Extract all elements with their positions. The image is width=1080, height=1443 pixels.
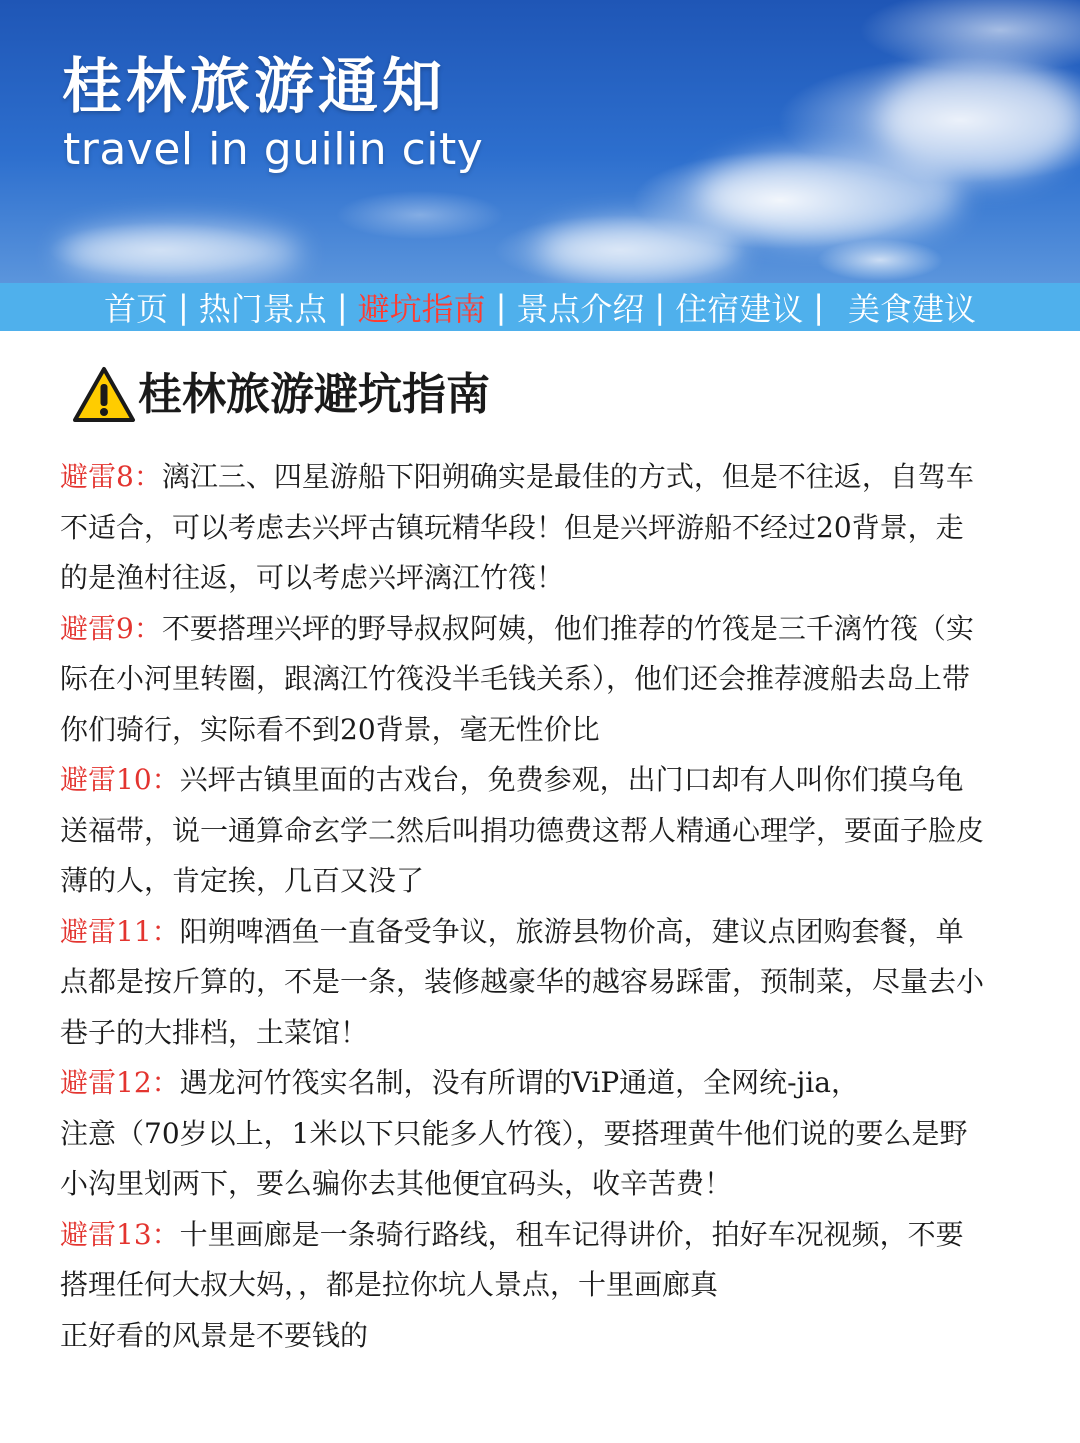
tip-text: 正好看的风景是不要钱的 xyxy=(60,1318,369,1352)
tip-text: 注意（70岁以上，1米以下只能多人竹筏），要搭理黄牛他们说的要么是野 xyxy=(60,1116,968,1150)
nav-separator: | xyxy=(178,288,189,326)
tip-text: 阳朔啤酒鱼一直备受争议，旅游县物价高，建议点团购套餐，单 xyxy=(179,914,964,948)
nav-item-pitfall-guide[interactable]: 避坑指南 xyxy=(357,290,486,328)
tip-item xyxy=(60,452,1020,604)
tip-text: 搭理任何大叔大妈，，都是拉你坑人景点，十里画廊真 xyxy=(60,1268,719,1301)
tip-text: 的是渔村往返，可以考虑兴坪漓江竹筏！ xyxy=(60,561,565,594)
section-heading xyxy=(72,364,490,426)
tip-text: 际在小河里转圈，跟漓江竹筏没半毛钱关系），他们还会推荐渡船去岛上带 xyxy=(60,662,971,695)
tip-label: 避雷10： xyxy=(60,763,180,796)
nav-separator: | xyxy=(495,288,507,326)
nav-separator: | xyxy=(813,288,824,326)
nav-separator: | xyxy=(654,288,666,326)
tip-label: 避雷11： xyxy=(60,914,180,948)
nav-item-hot-spots[interactable]: 热门景点 xyxy=(198,290,327,328)
tip-text: 点都是按斤算的，不是一条，装修越豪华的越容易踩雷，预制菜，尽量去小 xyxy=(60,965,985,998)
cloud-shape xyxy=(880,60,1080,180)
tip-item xyxy=(60,755,1020,907)
nav-item-attractions[interactable]: 景点介绍 xyxy=(516,290,645,328)
tip-label: 避雷13： xyxy=(60,1217,180,1251)
tip-text: 漓江三、四星游船下阳朔确实是最佳的方式，但是不往返，自驾车 xyxy=(161,460,974,493)
nav-item-lodging[interactable]: 住宿建议 xyxy=(675,290,804,328)
tip-text: 送福带，说一通算命玄学二然后叫捐功德费这帮人精通心理学，要面子脸皮 xyxy=(60,813,985,847)
nav-item-home[interactable]: 首页 xyxy=(104,290,169,328)
tip-item xyxy=(60,1058,1020,1210)
tip-text: 薄的人，肯定挨，几百又没了 xyxy=(60,864,425,897)
warning-icon xyxy=(72,366,136,424)
tip-text: 遇龙河竹筏实名制，没有所谓的ViP通道，全网统-jia， xyxy=(179,1066,859,1099)
section-title: 桂林旅游避坑指南 xyxy=(138,369,490,420)
tip-item xyxy=(60,1210,1020,1362)
top-nav xyxy=(0,283,1080,331)
tip-item xyxy=(60,907,1020,1059)
tip-text: 不要搭理兴坪的野导叔叔阿姨，他们推荐的竹筏是三千漓竹筏（实 xyxy=(161,611,974,645)
cloud-shape xyxy=(60,225,300,280)
cloud-shape xyxy=(540,220,740,280)
page-title: 桂林旅游通知 xyxy=(62,52,446,122)
page-subtitle: travel in guilin city xyxy=(63,124,484,175)
tip-text: 巷子的大排档，土菜馆！ xyxy=(60,1015,369,1049)
tip-text: 小沟里划两下，要么骗你去其他便宜码头，收辛苦费！ xyxy=(60,1167,733,1200)
hero-banner xyxy=(0,0,1080,283)
tip-label: 避雷12： xyxy=(60,1066,180,1099)
nav-separator: | xyxy=(336,288,348,326)
tip-text: 不适合，可以考虑去兴坪古镇玩精华段！但是兴坪游船不经过20背景，走 xyxy=(60,510,964,544)
tip-text: 十里画廊是一条骑行路线，租车记得讲价，拍好车况视频，不要 xyxy=(179,1217,964,1251)
tip-label: 避雷9： xyxy=(60,611,162,645)
tip-text: 你们骑行，实际看不到20背景，毫无性价比 xyxy=(60,712,600,746)
tip-item xyxy=(60,604,1020,756)
tips-list xyxy=(60,452,1020,1361)
tip-label: 避雷8： xyxy=(60,460,162,493)
nav-item-food[interactable]: 美食建议 xyxy=(847,290,976,328)
tip-text: 兴坪古镇里面的古戏台，免费参观，出门口却有人叫你们摸乌龟 xyxy=(179,763,964,796)
